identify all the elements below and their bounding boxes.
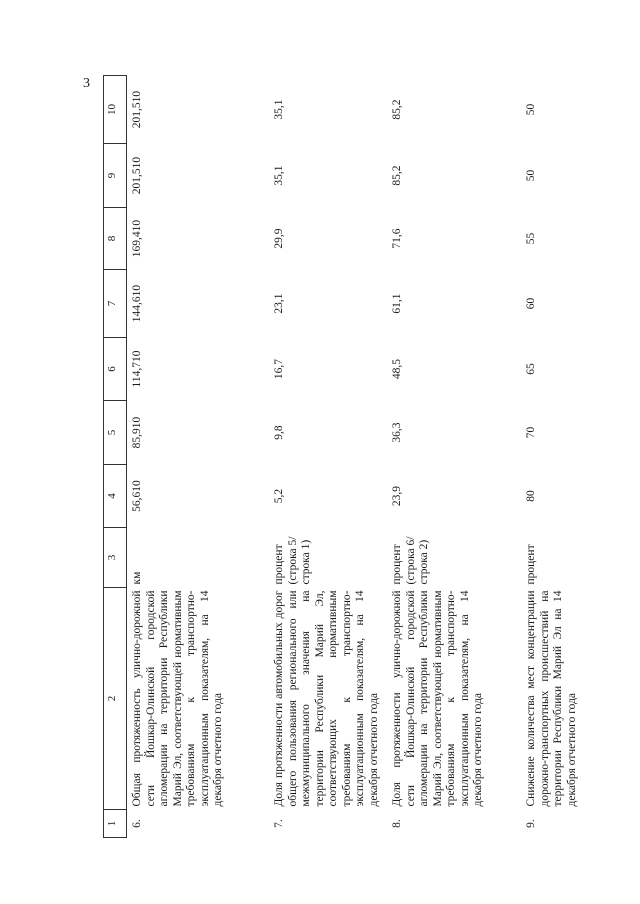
value-cell: 23,1 [273,293,285,314]
value-cell: 85,2 [391,99,403,120]
column-header: 1 [104,810,127,838]
value-cell: 48,5 [391,358,403,380]
table-row [387,76,521,838]
rotated-table-container [103,76,640,838]
value-cell: 201,510 [131,90,143,129]
value-cell: 5,2 [273,488,285,504]
row-number: 8. [391,819,403,828]
value-cell: 80 [525,490,537,502]
value-cell: 201,510 [131,156,143,195]
column-header: 4 [104,465,127,528]
table-row [521,76,640,838]
value-cell: 60 [525,297,537,310]
value-cell: 114,710 [131,350,143,388]
header-row [104,76,127,838]
indicator-description: Доля протяженности улично-дорожной сети Йошкар-Олинской городской агломерации на территории Республики Марий Эл, соответствующей нормативным требованиям к транспортно-эксплуатационным показателям, на 14 декабря отчетного года [391,590,484,807]
indicators-table [103,75,640,838]
value-cell: 16,7 [273,358,285,380]
column-header: 8 [104,208,127,270]
unit-cell: процент (строка 6/ строка 2) [391,536,430,585]
value-cell: 85,2 [391,165,403,186]
value-cell: 23,9 [391,485,403,507]
column-header: 3 [104,528,127,588]
column-header: 5 [104,401,127,465]
unit-cell: процент [525,544,537,585]
column-header: 2 [104,588,127,810]
column-header: 7 [104,270,127,338]
table-row [127,76,270,838]
value-cell: 169,410 [131,219,143,258]
value-cell: 50 [525,103,537,116]
value-cell: 29,9 [273,228,285,249]
value-cell: 55 [525,232,537,245]
page-number: 3 [83,76,90,91]
indicator-description: Общая протяженность улично-дорожной сети Йошкар-Олинской городской агломерации на территории Республики Марий Эл, соответствующей нормативным требованиям к транспортно-эксплуатационным показателям, на 14 декабря отчетного года [131,590,224,807]
value-cell: 35,1 [273,165,285,186]
indicator-description: Доля протяженности автомобильных дорог общего пользования регионального или межмуниципального значения на территории Республики Марий Эл, соответствующих нормативным требованиям к транспортно-эксплуатационным показателям, на 14 декабря отчетного года [273,590,380,807]
table-row [269,76,387,838]
value-cell: 9,8 [273,425,285,440]
unit-cell: процент (строка 5/ строка 1) [273,536,312,585]
value-cell: 71,6 [391,228,403,249]
value-cell: 36,3 [391,422,403,443]
indicator-description: Снижение количества мест концентрации дорожно-транспортных происшествий на территории Республики Марий Эл на 14 декабря отчетного года [525,590,578,807]
column-header: 10 [104,76,127,144]
column-header: 9 [104,144,127,208]
value-cell: 56,610 [131,480,143,512]
value-cell: 35,1 [273,99,285,120]
value-cell: 85,910 [131,416,143,449]
row-number: 9. [525,819,537,828]
unit-cell: км [131,571,143,585]
column-header: 6 [104,338,127,401]
row-number: 6. [131,819,143,828]
value-cell: 50 [525,169,537,182]
value-cell: 65 [525,363,537,375]
value-cell: 61,1 [391,293,403,314]
row-number: 7. [273,819,285,828]
value-cell: 144,610 [131,284,143,323]
value-cell: 70 [525,426,537,439]
